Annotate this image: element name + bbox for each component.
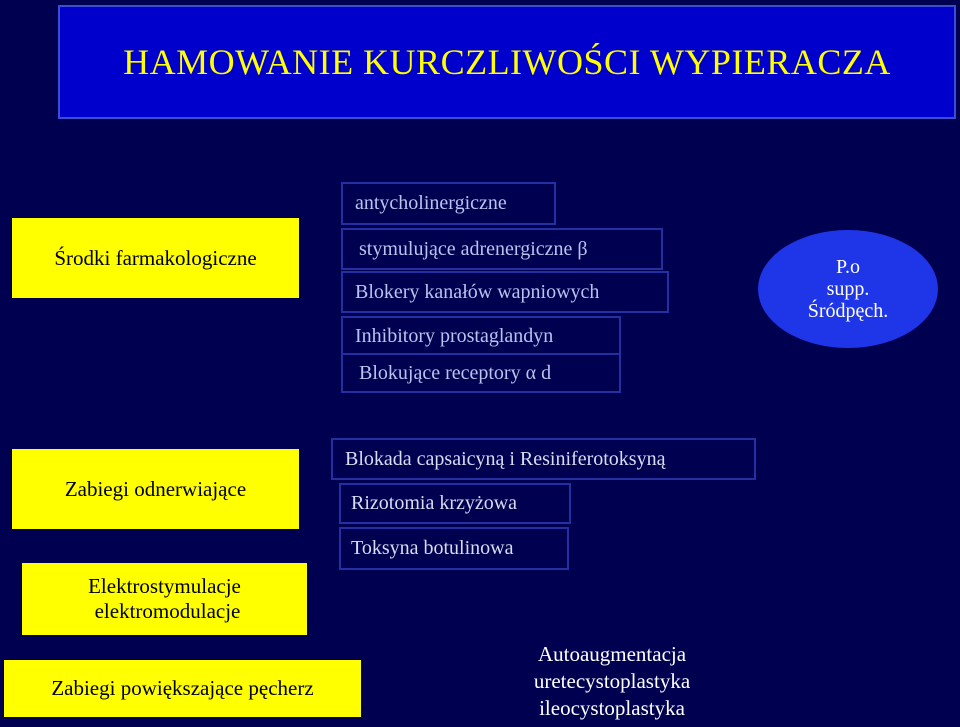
category-electrostim-line1: Elektrostymulacje <box>88 574 241 598</box>
category-pharmacological <box>12 218 299 298</box>
augmentation-list <box>476 641 748 727</box>
pharm-item-prostaglandin <box>341 316 621 356</box>
category-electrostim-line2: elektromodulacje <box>94 599 241 623</box>
route-oral: P.o <box>836 256 860 278</box>
pharm-item-label: Blokujące receptory α d <box>359 361 552 384</box>
pharm-item-label: antycholinergiczne <box>355 192 507 214</box>
augmentation-item-ureterocystoplasty: uretecystoplastyka <box>533 669 691 693</box>
pharm-item-calcium-blockers <box>341 271 669 313</box>
slide-title: HAMOWANIE KURCZLIWOŚCI WYPIERACZA <box>123 42 891 82</box>
pharm-item-label: stymulujące adrenergiczne β <box>359 237 588 260</box>
category-denervation <box>12 449 299 529</box>
title-box <box>58 5 956 119</box>
denervation-item-label: Blokada capsaicyną i Resiniferotoksyną <box>345 447 666 470</box>
category-electrostimulation <box>22 563 307 635</box>
denervation-item-capsaicin <box>331 438 756 480</box>
denervation-item-rhizotomy <box>339 483 571 524</box>
denervation-item-label: Rizotomia krzyżowa <box>351 492 518 514</box>
pharm-item-adrenergic <box>341 228 663 270</box>
category-bladder-augmentation <box>4 660 361 717</box>
augmentation-item-auto: Autoaugmentacja <box>537 642 687 666</box>
pharm-item-alpha-blockers <box>341 353 621 393</box>
denervation-item-botulinum <box>339 527 569 570</box>
category-pharmacological-label: Środki farmakologiczne <box>54 245 257 270</box>
routes-ellipse <box>758 230 938 348</box>
category-bladder-augmentation-label: Zabiegi powiększające pęcherz <box>51 676 314 700</box>
pharm-item-anticholinergic <box>341 182 556 225</box>
category-denervation-label: Zabiegi odnerwiające <box>64 476 247 501</box>
pharm-item-label: Inhibitory prostaglandyn <box>355 324 554 347</box>
route-intravesical: Śródpęch. <box>807 300 889 322</box>
augmentation-item-ileocystoplasty: ileocystoplastyka <box>539 696 685 720</box>
route-suppository: supp. <box>826 278 870 300</box>
pharm-item-label: Blokery kanałów wapniowych <box>355 280 600 303</box>
denervation-item-label: Toksyna botulinowa <box>351 537 514 559</box>
